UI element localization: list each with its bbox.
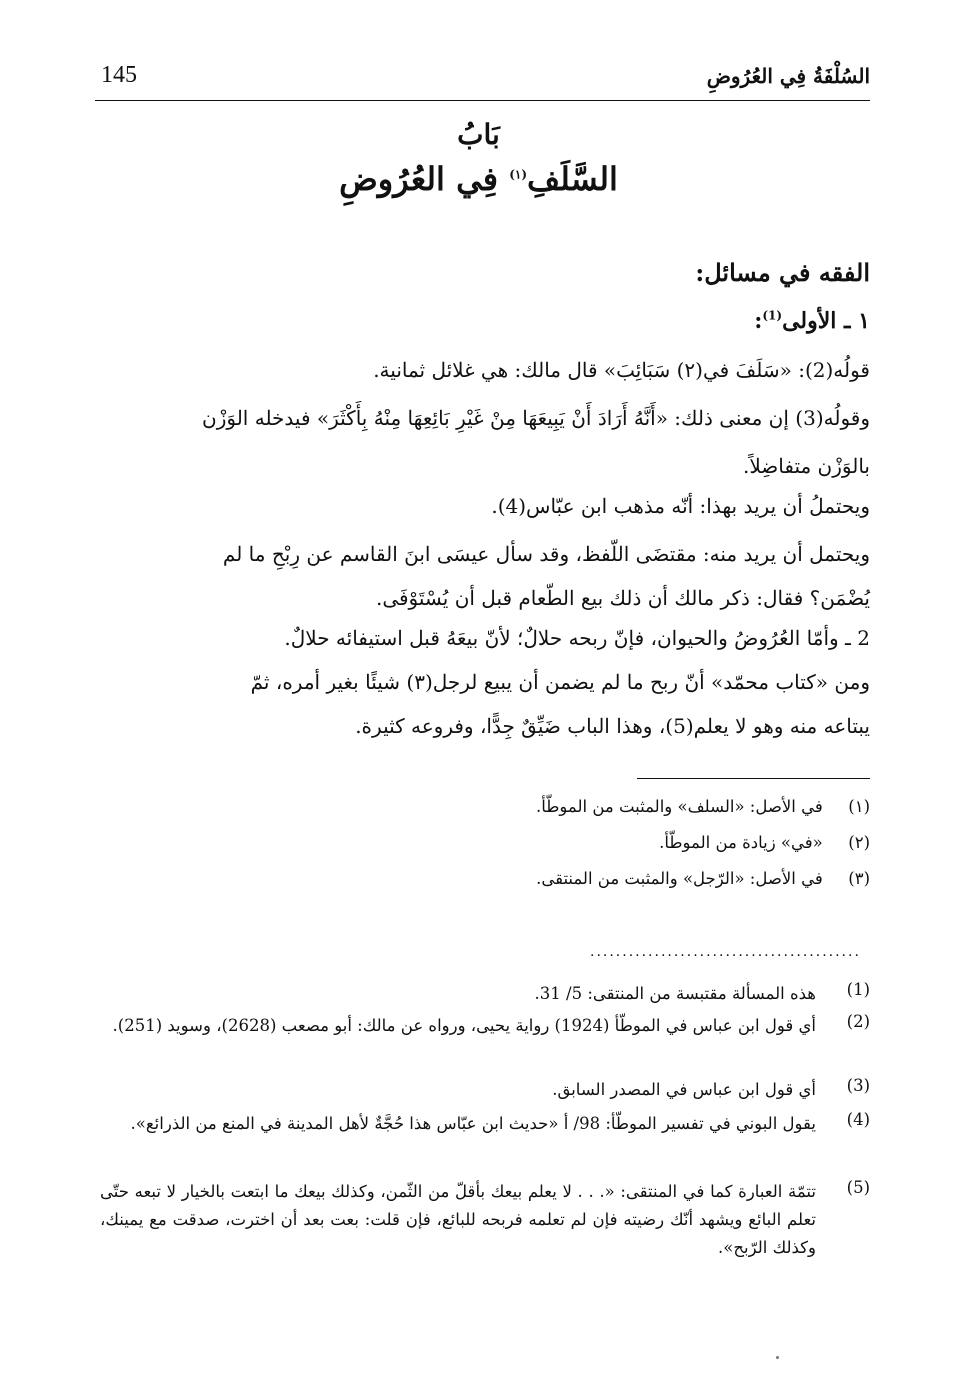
paragraph-line: قولُه(2): «سَلَفَ في(٢) سَبَائِبَ» قال مالك: هي غلائل ثمانية. <box>373 358 870 382</box>
editor-note <box>659 833 870 852</box>
footnote-text: هذه المسألة مقتبسة من المنتقى: 5/ 31. <box>534 984 816 1003</box>
chapter-title-part1: السَّلَفِ <box>527 160 618 198</box>
body-paragraphs <box>100 358 870 758</box>
sub-heading-footnote-ref: (1) <box>762 308 783 323</box>
paragraph-line: ويحتمل أن يريد منه: مقتضَى اللّفظ، وقد سأل عيسَى ابنَ القاسم عن رِبْحِ ما لم <box>222 542 870 566</box>
sub-heading-text: ١ ـ الأولى <box>782 308 870 334</box>
footnote-number: (4) <box>846 1110 870 1129</box>
paragraph-line: ويحتملُ أن يريد بهذا: أنّه مذهب ابن عبّاس(4). <box>491 494 870 518</box>
sub-heading <box>100 308 870 334</box>
footnote-number: (2) <box>846 1012 870 1031</box>
footnote <box>100 1110 870 1138</box>
sub-heading-end: : <box>754 308 763 334</box>
paragraph-line: 2 ـ وأمّا العُرُوضُ والحيوان، فإنّ ربحه حلالٌ؛ لأنّ بيعَهُ قبل استيفائه حلالٌ. <box>284 626 870 650</box>
editor-note-number: (٣) <box>848 869 870 888</box>
footnote <box>100 1076 870 1104</box>
page-number: 145 <box>101 62 137 88</box>
footnotes-separator: .......................................... <box>590 944 861 960</box>
section-heading: الفقه في مسائل: <box>695 258 870 287</box>
footnote <box>100 1012 870 1040</box>
chapter-title <box>0 160 957 198</box>
editor-note-number: (١) <box>848 797 870 816</box>
paragraph-line: يبتاعه منه وهو لا يعلم(5)، وهذا الباب ضَيِّقٌ جِدًّا، وفروعه كثيرة. <box>355 714 870 738</box>
footnote-text: أي قول ابن عباس في المصدر السابق. <box>552 1080 816 1099</box>
footnote-number: (5) <box>846 1178 870 1197</box>
paragraph-line: يُضْمَن؟ فقال: ذكر مالك أن ذلك بيع الطّعام قبل أن يُسْتَوْفَى. <box>375 586 870 610</box>
notes-separator <box>637 778 870 779</box>
running-title: السُلْفَةُ فِي العُرُوضِ <box>706 64 870 88</box>
page-header <box>95 60 870 101</box>
footnote-text: يقول البوني في تفسير الموطّأ: 98/ أ «حديث ابن عبّاس هذا حُجَّةٌ لأهل المدينة في المنع من الذرائع». <box>130 1114 816 1133</box>
chapter-title-footnote-ref: (١) <box>509 167 528 182</box>
editor-note-text: في الأصل: «الرّجل» والمثبت من المنتقى. <box>536 869 823 888</box>
footnote <box>100 1178 870 1262</box>
footnote-text: أي قول ابن عباس في الموطّأ (1924) رواية يحيى، ورواه عن مالك: أبو مصعب (2628)، وسويد (251). <box>112 1016 816 1035</box>
paragraph-line: وقولُه(3) إن معنى ذلك: «أَنَّهُ أَرَادَ أَنْ يَبِيعَهَا مِنْ غَيْرِ بَائِعِهَا مِنْهُ بِأَكْثَرَ» فيدخله الوَزْن <box>202 406 870 430</box>
editor-note <box>536 869 870 888</box>
chapter-title-part2: فِي العُرُوضِ <box>339 160 510 198</box>
footnote-text: تتمّة العبارة كما في المنتقى: «. . . لا يعلم بيعك بأقلّ من الثّمن، وكذلك بيعك ما ابتعت بالخيار لا تبعه حتّى تعلم البائع ويشهد أنّك رضيته فإن لم تعلمه فربحه للبائع، فإن قلت: بعت بعد أن اخترت، صدقت مع يمينك، وكذلك الرّبح». <box>100 1182 816 1257</box>
scan-speck <box>776 1356 779 1359</box>
editor-note-text: في الأصل: «السلف» والمثبت من الموطّأ. <box>536 797 823 816</box>
footnote <box>100 980 870 1008</box>
footnote-number: (1) <box>846 980 870 999</box>
footnote-number: (3) <box>846 1076 870 1095</box>
editor-note-text: «في» زيادة من الموطّأ. <box>659 833 823 852</box>
chapter-label: بَابُ <box>457 118 500 151</box>
paragraph-line: ومن «كتاب محمّد» أنّ ربح ما لم يضمن أن يبيع لرجل(٣) شيئًا بغير أمره، ثمّ <box>250 670 870 694</box>
editor-note-number: (٢) <box>848 833 870 852</box>
editor-note <box>536 797 870 816</box>
paragraph-line: بالوَزْن متفاضِلاً. <box>742 454 870 478</box>
